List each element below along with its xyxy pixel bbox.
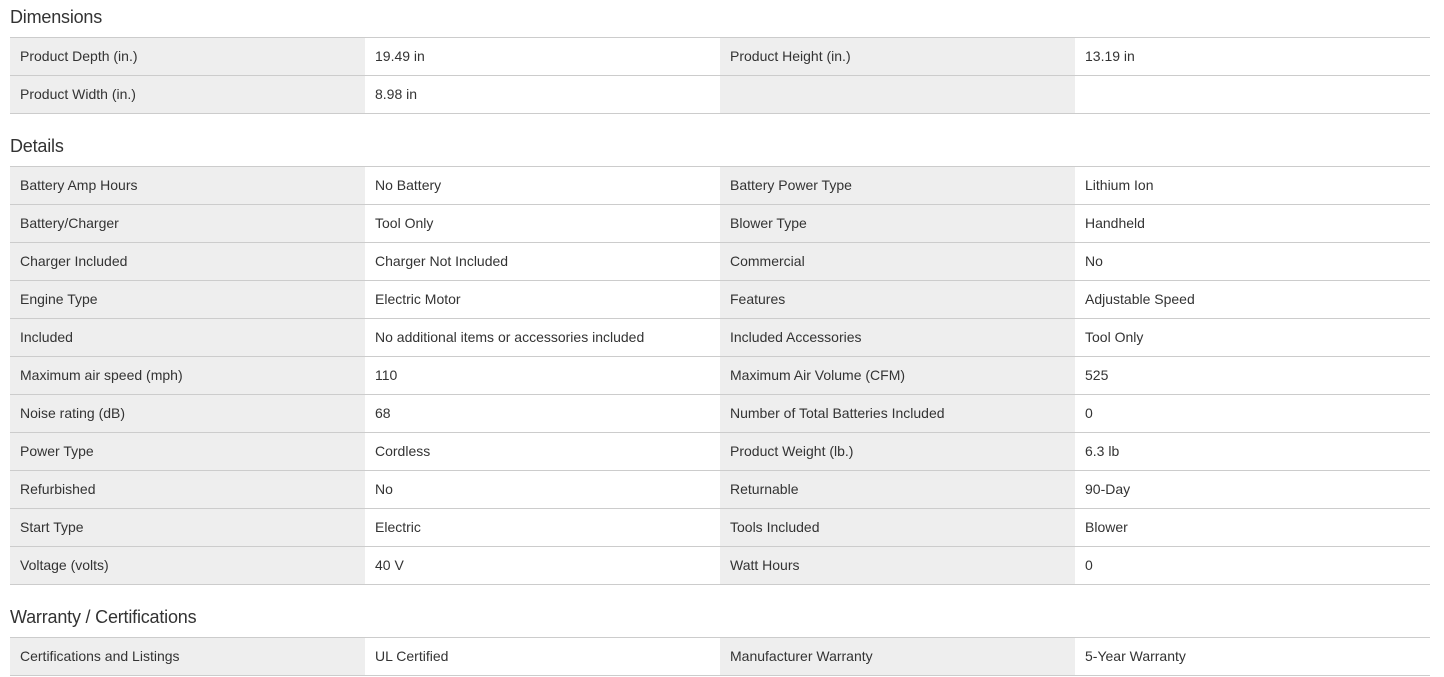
spec-label: Noise rating (dB) (10, 395, 365, 432)
spec-value: Lithium Ion (1075, 167, 1430, 204)
spec-label: Product Weight (lb.) (720, 433, 1075, 470)
spec-label: Voltage (volts) (10, 547, 365, 584)
spec-label: Included Accessories (720, 319, 1075, 356)
spec-value: 40 V (365, 547, 720, 584)
spec-value: 110 (365, 357, 720, 394)
section-title-dimensions: Dimensions (10, 7, 103, 27)
spec-label: Battery/Charger (10, 205, 365, 242)
spec-value: 525 (1075, 357, 1430, 394)
spec-label: Product Depth (in.) (10, 38, 365, 75)
spec-label: Engine Type (10, 281, 365, 318)
spec-label: Commercial (720, 243, 1075, 280)
spec-label: Maximum air speed (mph) (10, 357, 365, 394)
spec-value: Tool Only (365, 205, 720, 242)
details-table (10, 166, 1430, 585)
spec-label (720, 76, 1075, 113)
spec-label: Refurbished (10, 471, 365, 508)
spec-value: No Battery (365, 167, 720, 204)
spec-value: Handheld (1075, 205, 1430, 242)
warranty-certifications-table (10, 637, 1430, 676)
table-row (10, 471, 1430, 509)
spec-label: Battery Power Type (720, 167, 1075, 204)
spec-value: Cordless (365, 433, 720, 470)
table-row (10, 433, 1430, 471)
spec-value: 8.98 in (365, 76, 720, 113)
table-row (10, 395, 1430, 433)
table-row (10, 509, 1430, 547)
table-row (10, 319, 1430, 357)
spec-label: Maximum Air Volume (CFM) (720, 357, 1075, 394)
spec-label: Included (10, 319, 365, 356)
spec-value: 6.3 lb (1075, 433, 1430, 470)
spec-value: 13.19 in (1075, 38, 1430, 75)
spec-label: Certifications and Listings (10, 638, 365, 675)
table-row (10, 357, 1430, 395)
spec-value: 68 (365, 395, 720, 432)
spec-label: Power Type (10, 433, 365, 470)
spec-label: Manufacturer Warranty (720, 638, 1075, 675)
table-row (10, 547, 1430, 585)
spec-label: Tools Included (720, 509, 1075, 546)
table-row (10, 638, 1430, 676)
spec-label: Blower Type (720, 205, 1075, 242)
spec-label: Battery Amp Hours (10, 167, 365, 204)
spec-label: Features (720, 281, 1075, 318)
spec-value: Charger Not Included (365, 243, 720, 280)
spec-value: Electric Motor (365, 281, 720, 318)
section-title-details: Details (10, 136, 64, 156)
spec-value: Tool Only (1075, 319, 1430, 356)
spec-value: 19.49 in (365, 38, 720, 75)
spec-label: Watt Hours (720, 547, 1075, 584)
spec-value: No additional items or accessories included (365, 319, 720, 356)
table-row (10, 76, 1430, 114)
table-row (10, 205, 1430, 243)
spec-label: Number of Total Batteries Included (720, 395, 1075, 432)
spec-value: 5-Year Warranty (1075, 638, 1430, 675)
table-row (10, 243, 1430, 281)
spec-label: Product Width (in.) (10, 76, 365, 113)
spec-value: Blower (1075, 509, 1430, 546)
dimensions-table (10, 37, 1430, 114)
spec-label: Charger Included (10, 243, 365, 280)
table-row (10, 167, 1430, 205)
spec-value: 0 (1075, 395, 1430, 432)
spec-label: Product Height (in.) (720, 38, 1075, 75)
spec-value: UL Certified (365, 638, 720, 675)
table-row (10, 38, 1430, 76)
spec-value: Adjustable Speed (1075, 281, 1430, 318)
spec-value (1075, 76, 1430, 113)
spec-label: Start Type (10, 509, 365, 546)
spec-value: No (365, 471, 720, 508)
section-title-warranty-certifications: Warranty / Certifications (10, 607, 197, 627)
spec-value: No (1075, 243, 1430, 280)
table-row (10, 281, 1430, 319)
spec-value: 90-Day (1075, 471, 1430, 508)
spec-label: Returnable (720, 471, 1075, 508)
spec-value: 0 (1075, 547, 1430, 584)
spec-value: Electric (365, 509, 720, 546)
